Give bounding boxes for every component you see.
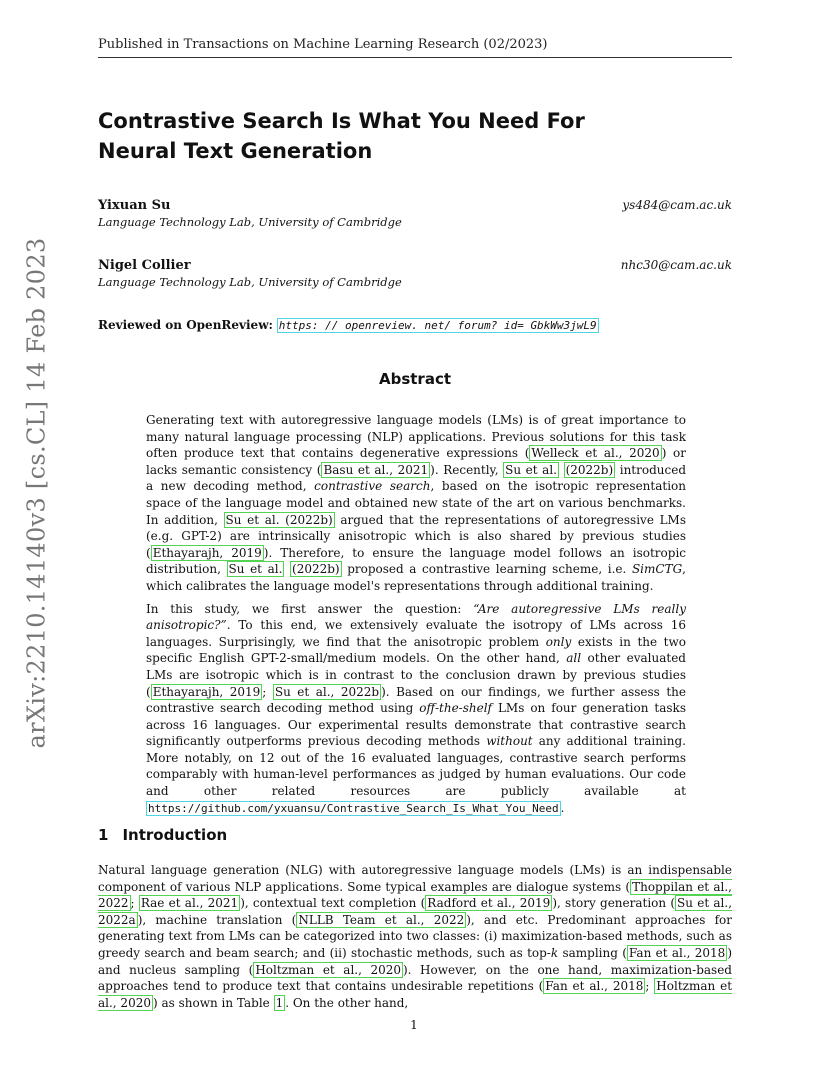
- text-run: . On the other hand,: [285, 995, 409, 1010]
- text-run: exists in the two specific English GPT-2-small/medium models. On the other hand,: [146, 634, 687, 666]
- text-run: proposed a contrastive learning scheme, i.e.: [341, 562, 632, 577]
- github-link[interactable]: https://github.com/yxuansu/Contrastive_Search_Is_What_You_Need: [148, 801, 559, 815]
- citation-link[interactable]: 1: [275, 995, 284, 1010]
- author-block: [98, 198, 732, 229]
- text-run: , based on the isotropic representation space of the language model and obtained new state of the art on various benchmarks. In addition,: [146, 479, 686, 527]
- text-run: . To this end, we extensively evaluate the isotropy of LMs across 16 languages. Surprisingly, we find that the anisotropic problem: [146, 618, 686, 649]
- text-run: ) and nucleus sampling (: [98, 945, 733, 977]
- emphasis-text: without: [486, 734, 533, 749]
- text-run: ), machine translation (: [137, 912, 297, 927]
- author-email: nhc30@cam.ac.uk: [620, 258, 732, 272]
- citation-link[interactable]: Fan et al., 2018: [628, 945, 726, 960]
- section-number: 1: [98, 826, 109, 844]
- abstract-paragraph: [146, 601, 686, 818]
- citation-link[interactable]: Welleck et al., 2020: [531, 446, 660, 461]
- review-line: [98, 318, 599, 332]
- text-run: ;: [262, 684, 273, 699]
- text-run: ). Based on our findings, we further assess the contrastive search decoding method using: [146, 684, 686, 716]
- abstract-heading: Abstract: [378, 370, 452, 388]
- text-run: ) or lacks semantic consistency (: [146, 446, 686, 477]
- citation-link[interactable]: Su et al.: [505, 462, 557, 477]
- citation-link[interactable]: (2022b): [565, 462, 614, 477]
- citation-link[interactable]: Holtzman et al., 2020: [98, 979, 733, 1010]
- text-run: ), story generation (: [552, 896, 676, 911]
- text-run: argued that the representations of autoregressive LMs (e.g. GPT-2) are intrinsically anisotropic which is also shared by previous studies (: [146, 512, 686, 560]
- section-title: Introduction: [122, 826, 228, 844]
- paper-title: [98, 106, 658, 166]
- emphasis-text: all: [566, 651, 582, 666]
- citation-link[interactable]: Holtzman et al., 2020: [255, 962, 401, 977]
- author-block: [98, 258, 732, 289]
- paper-title-line-2: Neural Text Generation: [98, 139, 373, 163]
- citation-link[interactable]: Rae et al., 2021: [140, 896, 239, 911]
- citation-link[interactable]: Ethayarajh, 2019: [152, 545, 262, 560]
- text-run: ), and etc. Predominant approaches for generating text from LMs can be categorized into two classes: (i) maximization-based methods, such as greedy search and beam search; and (ii) stochastic methods, such as top-: [98, 912, 732, 960]
- emphasis-text: k: [550, 945, 559, 960]
- text-run: ). Therefore, to ensure the language model follows an isotropic distribution,: [146, 545, 686, 577]
- citation-link[interactable]: Su et al., 2022a: [98, 896, 733, 927]
- citation-link[interactable]: Fan et al., 2018: [545, 979, 644, 994]
- text-run: ;: [645, 979, 655, 994]
- author-email: ys484@cam.ac.uk: [622, 198, 732, 212]
- author-name: Nigel Collier: [98, 258, 191, 273]
- text-run: other evaluated LMs are isotropic which is in contrast to the conclusion drawn by previous studies (: [146, 651, 686, 699]
- citation-link[interactable]: Basu et al., 2021: [323, 462, 429, 477]
- citation-link[interactable]: Su et al., 2022b: [274, 684, 380, 699]
- review-label: Reviewed on OpenReview:: [98, 318, 273, 332]
- paper-title-line-1: Contrastive Search Is What You Need For: [98, 109, 585, 133]
- text-run: Natural language generation (NLG) with autoregressive language models (LMs) is an indispensable component of various NLP applications. Some typical examples are dialogue systems (: [98, 863, 732, 894]
- citation-link[interactable]: Su et al.: [228, 562, 283, 577]
- text-run: ). However, on the one hand, maximization-based approaches tend to produce text that contains undesirable repetitions (: [98, 962, 732, 994]
- body-paragraph: [98, 862, 732, 1011]
- citation-link[interactable]: Radford et al., 2019: [427, 896, 551, 911]
- text-run: any additional training. More notably, on 12 out of the 16 evaluated languages, contrastive search performs comparably with human-level performances as judged by human evaluations. Our code and other related resources are publicly available at: [146, 734, 686, 799]
- section-heading: [98, 826, 227, 844]
- citation-link[interactable]: NLLB Team et al., 2022: [298, 912, 465, 927]
- citation-link[interactable]: Thoppilan et al., 2022: [98, 879, 732, 911]
- emphasis-text: contrastive search: [314, 479, 431, 494]
- citation-link[interactable]: Ethayarajh, 2019: [152, 684, 261, 699]
- openreview-link[interactable]: https: // openreview. net/ forum? id= GbkWw3jwL9: [278, 319, 597, 332]
- section-body: [98, 862, 732, 1011]
- text-run: LMs on four generation tasks across 16 languages. Our experimental results demonstrate that contrastive search significantly outperforms previous decoding methods: [146, 701, 686, 749]
- abstract-paragraph: [146, 412, 686, 595]
- text-run: introduced a new decoding method,: [146, 462, 686, 494]
- emphasis-text: off-the-shelf: [419, 701, 492, 716]
- text-run: In this study, we first answer the question:: [146, 601, 474, 616]
- arxiv-stamp: [14, 237, 58, 749]
- arxiv-stamp-text: arXiv:2210.14140v3 [cs.CL] 14 Feb 2023: [22, 237, 50, 749]
- text-run: ), contextual text completion (: [240, 896, 426, 911]
- abstract-body: [146, 412, 686, 817]
- emphasis-text: SimCTG: [631, 562, 683, 577]
- text-run: ) as shown in Table: [152, 995, 274, 1010]
- journal-header: Published in Transactions on Machine Learning Research (02/2023): [98, 37, 732, 58]
- citation-link[interactable]: (2022b): [292, 562, 340, 577]
- text-run: sampling (: [558, 945, 627, 960]
- author-affiliation: Language Technology Lab, University of Cambridge: [98, 275, 402, 289]
- emphasis-text: only: [545, 634, 572, 649]
- text-run: ). Recently,: [430, 462, 504, 477]
- text-run: [559, 463, 564, 477]
- citation-link[interactable]: Su et al. (2022b): [225, 512, 333, 527]
- author-affiliation: Language Technology Lab, University of Cambridge: [98, 215, 402, 229]
- text-run: .: [560, 800, 565, 815]
- emphasis-text: “Are autoregressive LMs really anisotropic?”: [146, 601, 687, 633]
- text-run: Generating text with autoregressive language models (LMs) is of great importance to many natural language processing (NLP) applications. Previous solutions for this task often produce text that contains degenerative expressions (: [146, 413, 686, 461]
- text-run: , which calibrates the language model's representations through additional training.: [146, 562, 686, 593]
- page-number: 1: [410, 1018, 418, 1032]
- author-name: Yixuan Su: [98, 198, 171, 213]
- text-run: ;: [130, 896, 139, 911]
